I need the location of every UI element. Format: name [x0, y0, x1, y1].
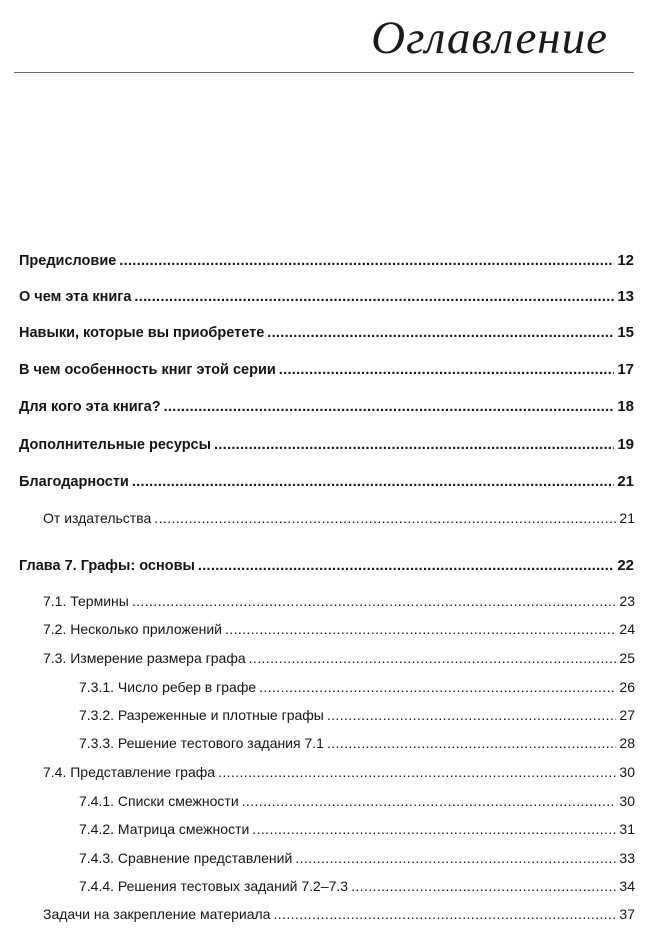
toc-entry-7-4-2[interactable] — [79, 818, 635, 840]
toc-entry-label: 7.4. Представление графа — [43, 764, 216, 780]
toc-entry-label: Глава 7. Графы: основы — [19, 558, 195, 574]
dot-leader — [249, 647, 617, 669]
toc-entry-acknowledgements[interactable] — [19, 471, 634, 493]
toc-entry-page: 24 — [619, 621, 635, 637]
toc-entry-chapter-7[interactable] — [19, 555, 634, 577]
dot-leader — [267, 322, 614, 344]
toc-entry-page: 19 — [617, 436, 634, 453]
toc-entry-7-4-1[interactable] — [79, 790, 635, 812]
dot-leader — [134, 286, 614, 308]
toc-entry-7-4-4[interactable] — [79, 875, 635, 897]
toc-entry-exercises[interactable] — [43, 903, 635, 925]
toc-entry-label: 7.1. Термины — [43, 593, 129, 609]
dot-leader — [327, 704, 617, 726]
toc-entry-label: Дополнительные ресурсы — [19, 437, 211, 453]
dot-leader — [214, 434, 614, 456]
toc-entry-resources[interactable] — [19, 434, 634, 456]
toc-entry-label: 7.2. Несколько приложений — [43, 621, 222, 637]
toc-entry-page: 26 — [619, 679, 635, 695]
toc-entry-page: 34 — [619, 878, 635, 894]
toc-entry-label: В чем особенность книг этой серии — [19, 362, 276, 378]
toc-entry-7-2[interactable] — [43, 618, 635, 640]
toc-entry-page: 22 — [617, 557, 634, 574]
toc-entry-7-3-1[interactable] — [79, 676, 635, 698]
dot-leader — [279, 359, 615, 381]
toc-entry-7-4-3[interactable] — [79, 847, 635, 869]
dot-leader — [259, 676, 616, 698]
dot-leader — [198, 555, 614, 577]
toc-entry-7-3[interactable] — [43, 647, 635, 669]
toc-entry-label: О чем эта книга — [19, 289, 132, 305]
toc-entry-page: 21 — [619, 510, 635, 526]
toc-entry-label: Навыки, которые вы приобретете — [19, 325, 265, 341]
toc-entry-page: 30 — [619, 793, 635, 809]
toc-entry-label: Для кого эта книга? — [19, 399, 161, 415]
toc-entry-label: От издательства — [43, 510, 152, 526]
toc-entry-7-4[interactable] — [43, 761, 635, 783]
toc-entry-7-1[interactable] — [43, 590, 635, 612]
toc-entry-page: 28 — [619, 735, 635, 751]
dot-leader — [327, 732, 616, 754]
toc-entry-label: 7.3.2. Разреженные и плотные графы — [79, 707, 324, 723]
toc-entry-page: 31 — [619, 821, 635, 837]
toc-entry-label: Предисловие — [19, 253, 117, 269]
dot-leader — [218, 761, 616, 783]
toc-entry-label: 7.3.1. Число ребер в графе — [79, 679, 257, 695]
toc-entry-page: 12 — [617, 252, 634, 269]
toc-entry-label: 7.4.3. Сравнение представлений — [79, 850, 293, 866]
toc-entry-page: 21 — [617, 473, 634, 490]
toc-entry-7-3-2[interactable] — [79, 704, 635, 726]
toc-entry-label: Задачи на закрепление материала — [43, 906, 271, 922]
toc-entry-page: 18 — [617, 398, 634, 415]
toc-entry-label: 7.3.3. Решение тестового задания 7.1 — [79, 735, 324, 751]
page-title: Оглавление — [371, 12, 608, 64]
toc-entry-page: 27 — [619, 707, 635, 723]
toc-entry-page: 13 — [617, 288, 634, 305]
toc-entry-7-3-3[interactable] — [79, 732, 635, 754]
dot-leader — [242, 790, 617, 812]
toc-entry-label: 7.3. Измерение размера графа — [43, 650, 246, 666]
dot-leader — [132, 590, 617, 612]
toc-entry-label: 7.4.2. Матрица смежности — [79, 821, 250, 837]
toc-entry-audience[interactable] — [19, 396, 634, 418]
dot-leader — [225, 618, 616, 640]
toc-entry-page: 23 — [619, 593, 635, 609]
toc-entry-page: 15 — [617, 324, 634, 341]
toc-entry-page: 37 — [619, 906, 635, 922]
toc-entry-page: 17 — [617, 361, 634, 378]
dot-leader — [273, 903, 616, 925]
toc-entry-page: 33 — [619, 850, 635, 866]
toc-entry-preface[interactable] — [19, 250, 634, 272]
dot-leader — [295, 847, 616, 869]
toc-entry-page: 25 — [619, 650, 635, 666]
toc-entry-label: 7.4.1. Списки смежности — [79, 793, 239, 809]
dot-leader — [119, 250, 614, 272]
toc-entry-about-book[interactable] — [19, 286, 634, 308]
toc-entry-skills[interactable] — [19, 322, 634, 344]
dot-leader — [132, 471, 614, 493]
dot-leader — [154, 507, 616, 529]
toc-entry-publisher-note[interactable] — [43, 507, 635, 529]
toc-entry-page: 30 — [619, 764, 635, 780]
toc-entry-series-features[interactable] — [19, 359, 634, 381]
toc-entry-label: Благодарности — [19, 474, 129, 490]
toc-entry-label: 7.4.4. Решения тестовых заданий 7.2–7.3 — [79, 878, 349, 894]
dot-leader — [164, 396, 615, 418]
dot-leader — [351, 875, 616, 897]
dot-leader — [252, 818, 616, 840]
